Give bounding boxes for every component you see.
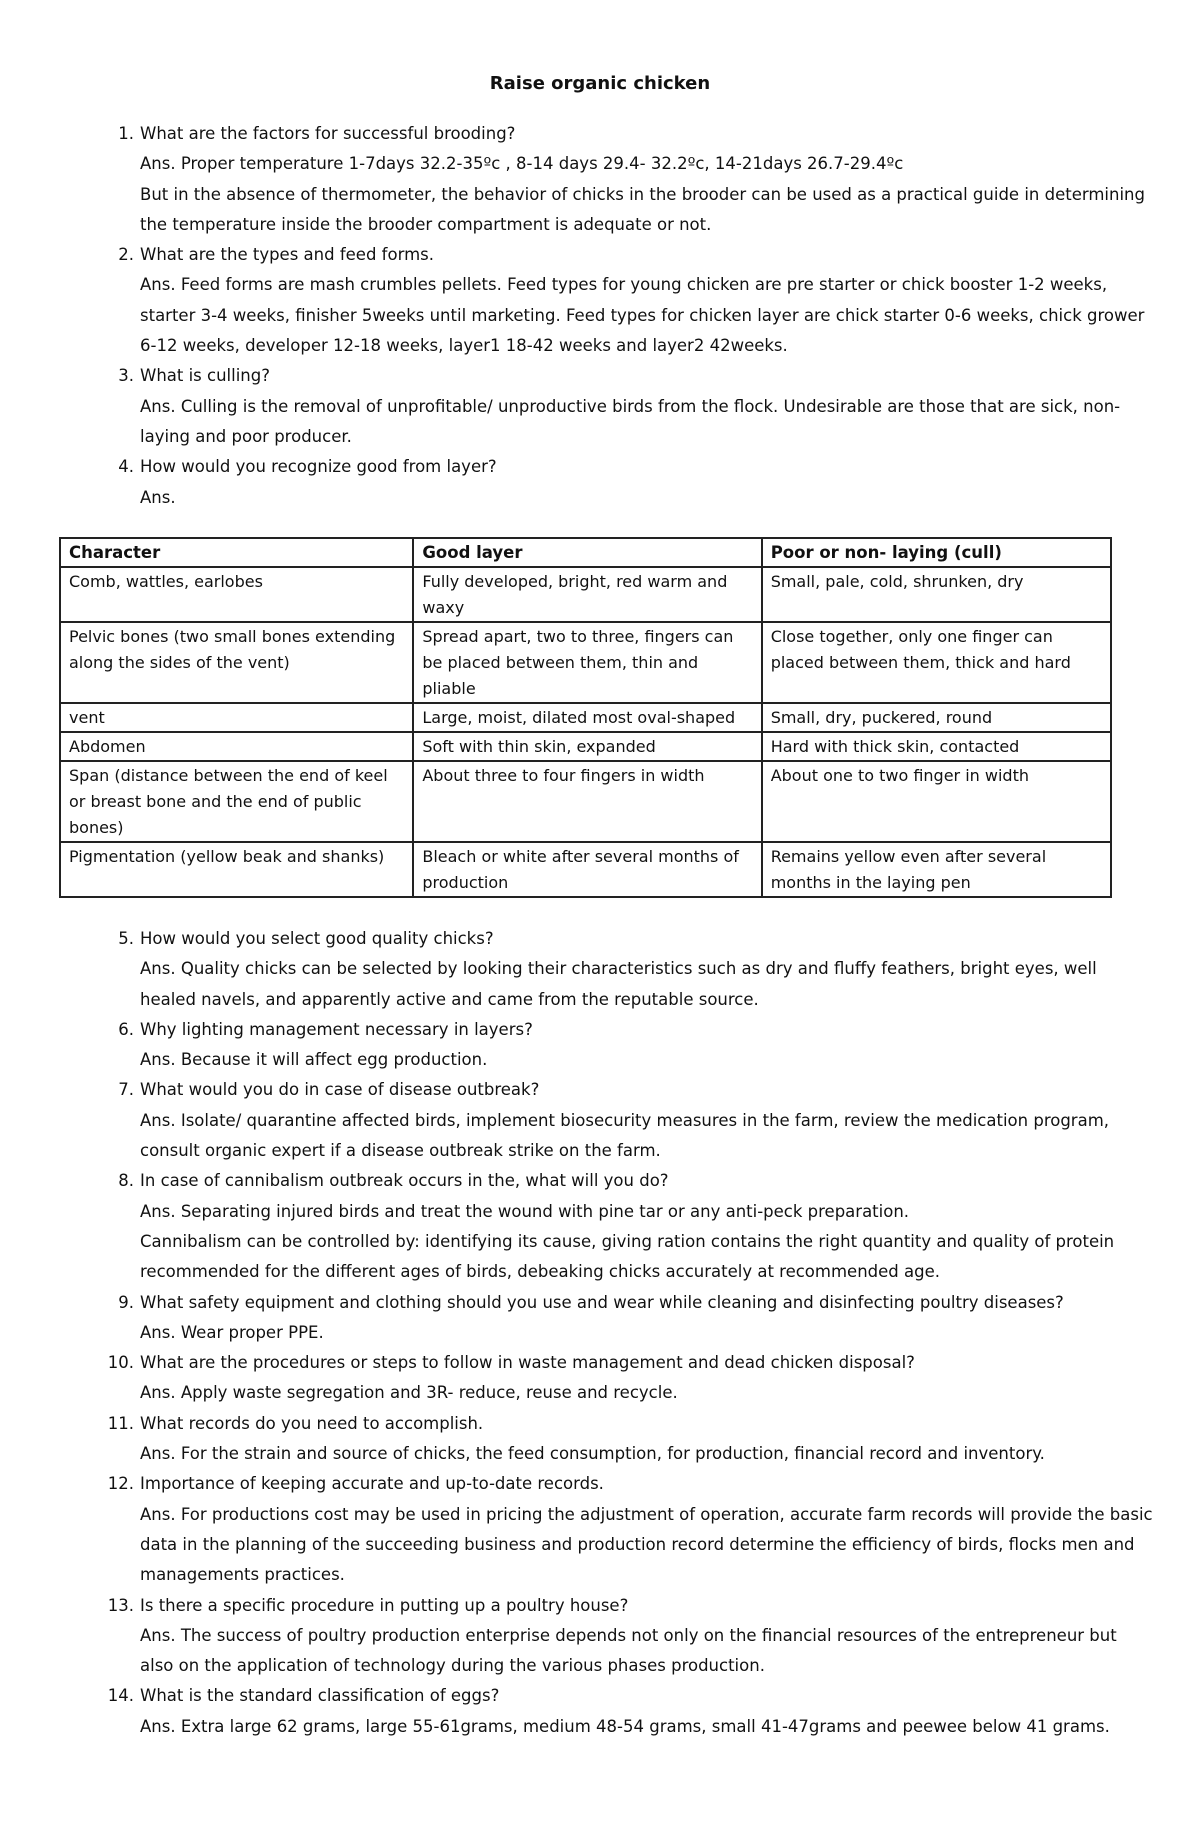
answer-text: Ans. Extra large 62 grams, large 55-61grams, medium 48-54 grams, small 41-47grams and peewee below 41 grams. [140, 1716, 1110, 1736]
question-item [104, 1075, 1154, 1105]
answer-text: Ans. For productions cost may be used in pricing the adjustment of operation, accurate farm records will provide the basic data in the planning of the succeeding business and production record determine the efficiency of birds, flocks men and managements practices. [140, 1504, 1153, 1585]
question-number: 12. [107, 1474, 134, 1494]
question-text: How would you recognize good from layer? [140, 457, 497, 477]
answer-text: Ans. [140, 487, 176, 507]
table-row [60, 761, 1111, 842]
answer-text: But in the absence of thermometer, the behavior of chicks in the brooder can be used as a practical guide in determining the temperature inside the brooder compartment is adequate or not. [140, 184, 1145, 234]
question-text: How would you select good quality chicks? [140, 929, 494, 948]
answer-text: Ans. Culling is the removal of unprofitable/ unproductive birds from the flock. Undesirable are those that are sick, non-laying and poor producer. [140, 396, 1121, 446]
question-number: 7. [118, 1080, 134, 1100]
question-number: 10. [107, 1353, 134, 1373]
question-text: What would you do in case of disease outbreak? [140, 1080, 540, 1100]
question-text: Importance of keeping accurate and up-to-date records. [140, 1474, 604, 1494]
table-row [60, 732, 1111, 761]
question-number: 2. [118, 245, 134, 265]
question-text: What are the procedures or steps to follow in waste management and dead chicken disposal? [140, 1353, 915, 1373]
header-poor-layer: Poor or non- laying (cull) [762, 538, 1111, 567]
question-text: Why lighting management necessary in layers? [140, 1019, 533, 1039]
table-cell: Close together, only one finger can placed between them, thick and hard [762, 622, 1111, 703]
answer-text: Ans. Quality chicks can be selected by looking their characteristics such as dry and fluffy feathers, bright eyes, well healed navels, and apparently active and came from the reputable source. [140, 959, 1097, 1009]
layer-comparison-table [59, 537, 1112, 898]
table-cell: Pigmentation (yellow beak and shanks) [60, 842, 413, 897]
question-item [104, 452, 1154, 482]
question-item [104, 1409, 1154, 1439]
question-list-part-1 [104, 119, 1154, 513]
header-character: Character [60, 538, 413, 567]
table-cell: About one to two finger in width [762, 761, 1111, 842]
question-number: 1. [118, 124, 134, 143]
table-cell: Abdomen [60, 732, 413, 761]
table-cell: Spread apart, two to three, fingers can be placed between them, thin and pliable [413, 622, 761, 703]
table-cell: Pelvic bones (two small bones extending along the sides of the vent) [60, 622, 413, 703]
answer-text: Ans. The success of poultry production enterprise depends not only on the financial resources of the entrepreneur but also on the application of technology during the various phases production. [140, 1625, 1117, 1676]
question-item [104, 1015, 1154, 1045]
answer-text: Ans. Because it will affect egg production. [140, 1050, 488, 1070]
table-cell: Comb, wattles, earlobes [60, 567, 413, 622]
table-cell: Small, dry, puckered, round [762, 703, 1111, 732]
question-text: Is there a specific procedure in putting up a poultry house? [140, 1595, 629, 1615]
question-number: 14. [107, 1686, 134, 1706]
table-cell: Span (distance between the end of keel or breast bone and the end of public bones) [60, 761, 413, 842]
table-row [60, 842, 1111, 897]
question-number: 13. [107, 1595, 134, 1615]
question-item [104, 1288, 1154, 1318]
table-row [60, 622, 1111, 703]
question-number: 3. [118, 366, 134, 386]
answer-text: Ans. Isolate/ quarantine affected birds, implement biosecurity measures in the farm, review the medication program, consult organic expert if a disease outbreak strike on the farm. [140, 1110, 1110, 1161]
question-item [104, 240, 1154, 270]
question-text: What are the types and feed forms. [140, 245, 434, 265]
question-number: 6. [118, 1019, 134, 1039]
question-text: What safety equipment and clothing should you use and wear while cleaning and disinfecting poultry diseases? [140, 1292, 1064, 1312]
table-cell: vent [60, 703, 413, 732]
table-cell: About three to four fingers in width [413, 761, 761, 842]
question-number: 4. [118, 457, 134, 477]
answer-text: Ans. For the strain and source of chicks, the feed consumption, for production, financial record and inventory. [140, 1444, 1045, 1464]
question-text: In case of cannibalism outbreak occurs in the, what will you do? [140, 1171, 669, 1191]
question-item [104, 1166, 1154, 1196]
header-good-layer: Good layer [413, 538, 761, 567]
question-item [104, 1591, 1154, 1621]
question-item [104, 119, 1154, 149]
question-item [104, 361, 1154, 391]
question-item [104, 924, 1154, 954]
answer-text: Ans. Apply waste segregation and 3R- reduce, reuse and recycle. [140, 1383, 678, 1403]
table-cell: Remains yellow even after several months in the laying pen [762, 842, 1111, 897]
question-number: 5. [118, 929, 134, 948]
answer-text: Ans. Separating injured birds and treat the wound with pine tar or any anti-peck preparation. [140, 1201, 910, 1221]
table-cell: Large, moist, dilated most oval-shaped [413, 703, 761, 732]
table-row [60, 567, 1111, 622]
table-cell: Hard with thick skin, contacted [762, 732, 1111, 761]
question-item [104, 1348, 1154, 1378]
question-text: What are the factors for successful brooding? [140, 124, 516, 143]
answer-text: Ans. Feed forms are mash crumbles pellets. Feed types for young chicken are pre starter or chick booster 1-2 weeks, starter 3-4 weeks, finisher 5weeks until marketing. Feed types for chicken layer are chick starter 0-6 weeks, chick grower 6-12 weeks, developer 12-18 weeks, layer1 18-42 weeks and layer2 42weeks. [140, 275, 1145, 356]
page-title: Raise organic chicken [489, 73, 711, 94]
question-number: 8. [118, 1171, 134, 1191]
question-item [104, 1469, 1154, 1499]
table-cell: Bleach or white after several months of production [413, 842, 761, 897]
question-text: What records do you need to accomplish. [140, 1413, 484, 1433]
answer-text: Ans. Proper temperature 1-7days 32.2-35ºc , 8-14 days 29.4- 32.2ºc, 14-21days 26.7-29.4ºc [140, 154, 904, 174]
answer-text: Cannibalism can be controlled by: identifying its cause, giving ration contains the right quantity and quality of protein recommended for the different ages of birds, debeaking chicks accurately at recommended age. [140, 1231, 1115, 1282]
question-list-part-2 [104, 924, 1154, 1742]
question-item [104, 1681, 1154, 1711]
table-row [60, 703, 1111, 732]
question-number: 11. [107, 1413, 134, 1433]
table-cell: Soft with thin skin, expanded [413, 732, 761, 761]
question-text: What is culling? [140, 366, 270, 386]
table-cell: Fully developed, bright, red warm and waxy [413, 567, 761, 622]
question-number: 9. [118, 1292, 134, 1312]
answer-text: Ans. Wear proper PPE. [140, 1322, 324, 1342]
question-text: What is the standard classification of eggs? [140, 1686, 500, 1706]
table-cell: Small, pale, cold, shrunken, dry [762, 567, 1111, 622]
table-header-row [60, 538, 1111, 567]
